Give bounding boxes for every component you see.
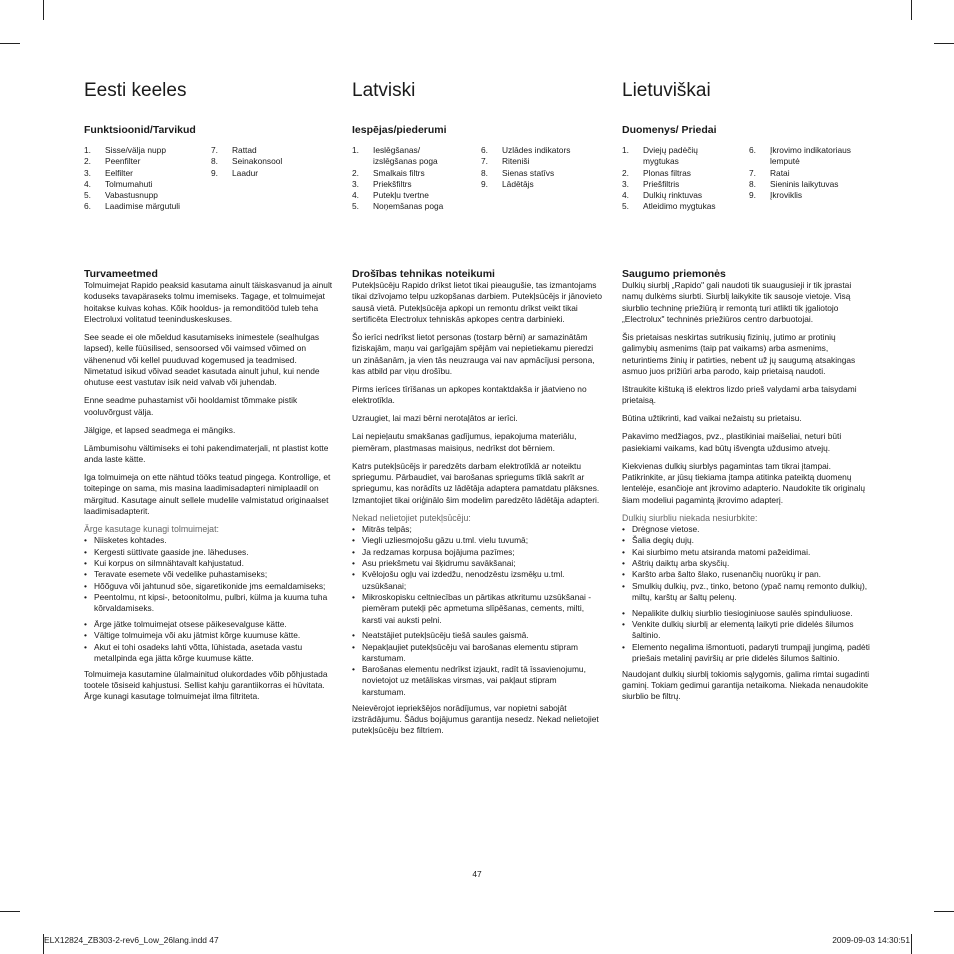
part-number: 3. <box>84 167 91 178</box>
part-label: Smalkais filtrs <box>373 167 425 178</box>
part-item <box>352 201 458 212</box>
part-item <box>749 179 871 190</box>
parts-list-left <box>84 145 204 213</box>
part-number: 1. <box>352 145 359 155</box>
closing-paragraphs <box>352 703 602 737</box>
part-number: 5. <box>352 201 359 212</box>
part-label: Ieslēgšanas/ izslēgšanas poga <box>373 145 438 167</box>
paragraph: Būtina užtikrinti, kad vaikai nežaistų su prietaisu. <box>622 413 802 424</box>
parts-heading: Funktsioonid/Tarvikud <box>84 124 196 136</box>
never-use-list <box>84 535 334 614</box>
bullet-item: • Niisketes kohtades. <box>84 535 334 546</box>
paragraph: Neievērojot iepriekšējos norādījumus, var nopietni sabojāt izstrādājumu. Šādus bojājumus garantija nesedz. Nekad nelietojiet putekļsūcēju bez filtriem. <box>352 702 599 736</box>
part-number: 2. <box>622 167 629 178</box>
part-number: 8. <box>211 156 218 167</box>
part-number: 6. <box>749 145 756 155</box>
part-number: 6. <box>481 145 488 155</box>
closing-paragraphs <box>84 669 334 703</box>
bullet-item: • Viegli uzliesmojošu gāzu u.tml. vielu tuvumā; <box>352 535 602 546</box>
part-item <box>211 156 331 167</box>
never-use-heading: Ärge kasutage kunagi tolmuimejat: <box>84 524 219 535</box>
part-item <box>352 168 458 179</box>
part-label: Priešfiltris <box>643 178 680 189</box>
bullet-item: • Neatstājiet putekļsūcēju tiešā saules gaismā. <box>352 630 602 641</box>
part-item <box>211 145 331 156</box>
section-title: Latviski <box>352 80 416 101</box>
part-item <box>84 201 204 212</box>
parts-list-right <box>211 145 331 179</box>
paragraph: Enne seadme puhastamist või hooldamist tõmmake pistik vooluvõrgust välja. <box>84 395 298 417</box>
crop-mark <box>934 43 954 44</box>
bullet-item: • Kvēlojošu ogļu vai izdedžu, nenodzēstu izsmēķu u.tml. uzsūkšanai; <box>352 569 602 592</box>
safety-section <box>84 268 334 709</box>
section-title: Lietuviškai <box>622 80 711 101</box>
part-label: Įkrovimo indikatoriaus lemputė <box>770 145 851 167</box>
paragraph: Šis prietaisas neskirtas sutrikusių fizinių, jutimo ar protinių galimybių asmenims (taip pat vaikams) arba asmenims, neturintiems žinių ir patirties, nebent už jų saugumą atsakingas asmuo juos prižiūri arba parodo, kaip prietaisą naudoti. <box>622 331 856 376</box>
part-item <box>481 168 601 179</box>
part-number: 2. <box>352 167 359 178</box>
bullet-item: • Mikroskopisku celtniecības un pārtikas atkritumu uzsūkšanai - piemēram putekļi pēc apmetuma slīpēšanas, cements, milti, karsti vai auksti pelni. <box>352 592 602 626</box>
part-label: Įkroviklis <box>770 190 803 201</box>
safety-paragraphs <box>622 280 872 506</box>
safety-heading: Drošības tehnikas noteikumi <box>352 268 495 280</box>
parts-list-right <box>481 145 601 190</box>
parts-list-left <box>622 145 734 213</box>
never-use-heading: Nekad nelietojiet putekļsūcēju: <box>352 512 471 523</box>
bullet-item: • Aštrių daiktų arba skysčių. <box>622 558 872 569</box>
parts-list-right <box>749 145 871 201</box>
parts-list-left <box>352 145 458 213</box>
part-number: 8. <box>749 178 756 189</box>
part-item <box>749 145 871 168</box>
footer-timestamp: 2009-09-03 14:30:51 <box>832 935 910 945</box>
part-label: Laadimise märgutuli <box>105 201 180 212</box>
part-item <box>749 168 871 179</box>
paragraph: Pirms ierīces tīrīšanas un apkopes kontaktdakša ir jāatvieno no elektrotīkla. <box>352 383 587 406</box>
safety-paragraphs <box>352 280 602 506</box>
bullet-item: • Ärge jätke tolmuimejat otsese päikesevalguse kätte. <box>84 619 334 630</box>
part-label: Peenfilter <box>105 156 141 167</box>
bullet-item: • Smulkių dulkių, pvz., tinko, betono (ypač namų remonto dulkių), miltų, karštų ar šaltų pelenų. <box>622 581 872 604</box>
part-number: 3. <box>352 178 359 189</box>
bullet-item: • Nepakļaujiet putekļsūcēju vai barošanas elementu stipram karstumam. <box>352 642 602 665</box>
bullet-item: • Karšto arba šalto šlako, rusenančių nuorūkų ir pan. <box>622 569 872 580</box>
part-label: Riteniši <box>502 156 530 167</box>
bullet-item: • Elemento negalima išmontuoti, padaryti trumpąjį jungimą, padėti priešais metalinį paviršių ar prie didelės šilumos šaltinio. <box>622 642 872 665</box>
part-item <box>481 145 601 156</box>
part-item <box>84 156 204 167</box>
bullet-item: • Kai siurbimo metu atsiranda matomi pažeidimai. <box>622 547 872 558</box>
part-label: Ratai <box>770 167 790 178</box>
bullet-item: • Asu priekšmetu vai šķidrumu savākšanai; <box>352 558 602 569</box>
part-number: 7. <box>211 145 218 155</box>
part-item <box>622 145 734 168</box>
paragraph: Iga tolmuimeja on ette nähtud tööks teatud pingega. Kontrollige, et toitepinge on sama, mis masina laadimisadapteri nimiplaadil on märgitud. Kasutage ainult sellele mudelile valmistatud originaalset laadimisadapterit. <box>84 472 331 517</box>
paragraph: Lai nepieļautu smakšanas gadījumus, iepakojuma materiālu, piemēram, plastmasas maisiņus, nedrīkst dot bērniem. <box>352 431 577 453</box>
part-label: Dviejų padėčių mygtukas <box>643 145 698 167</box>
part-number: 7. <box>749 167 756 178</box>
footer-file: ELX12824_ZB303-2-rev6_Low_26lang.indd 47 <box>44 935 219 945</box>
part-item <box>84 179 204 190</box>
part-number: 4. <box>84 178 91 189</box>
paragraph: Ištraukite kištuką iš elektros lizdo prieš valydami arba taisydami prietaisą. <box>622 383 857 406</box>
bullet-item: • Ja redzamas korpusa bojājuma pazīmes; <box>352 547 602 558</box>
bullet-item: • Hõõguva või jahtunud söe, sigaretikonide jms eemaldamiseks; <box>84 581 334 592</box>
part-label: Putekļu tvertne <box>373 190 429 201</box>
part-item <box>622 201 734 212</box>
battery-warning-list <box>352 630 602 698</box>
bullet-item: • Venkite dulkių siurblį ar elementą laikyti prie didelės šilumos šaltinio. <box>622 619 872 642</box>
bullet-item: • Mitrās telpās; <box>352 524 602 535</box>
part-number: 9. <box>211 167 218 178</box>
part-number: 8. <box>481 167 488 178</box>
part-label: Vabastusnupp <box>105 190 158 201</box>
safety-heading: Saugumo priemonės <box>622 268 726 280</box>
bullet-item: • Peentolmu, nt kipsi-, betoonitolmu, pulbri, külma ja kuuma tuha kõrvaldamiseks. <box>84 592 334 615</box>
part-label: Priekšfiltrs <box>373 178 412 189</box>
battery-warning-list <box>622 608 872 664</box>
part-item <box>481 156 601 167</box>
bullet-item: • Šalia degių dujų. <box>622 535 872 546</box>
part-label: Sieninis laikytuvas <box>770 178 839 189</box>
paragraph: Tolmuimejat Rapido peaksid kasutama ainult täiskasvanud ja ainult koduseks tavapäraseks tolmu imemiseks. Tagage, et tolmuimejat hoitakse kuivas kohas. Kõik hooldus- ja remonditööd tuleb teha Electroluxi volitatud teeninduskeskuses. <box>84 280 333 324</box>
paragraph: Putekļsūcēju Rapido drīkst lietot tikai pieaugušie, tas izmantojams tikai dzīvojamo telpu uzkopšanas darbiem. Putekļsūcējs ir jānovieto sausā vietā. Putekļsūcēja apkopi un remontu drīkst veikt tikai sertificēta Electrolux tehniskās apkopes centra darbinieki. <box>352 280 602 324</box>
bullet-item: • Kergesti süttivate gaaside jne. läheduses. <box>84 547 334 558</box>
bullet-item: • Drėgnose vietose. <box>622 524 872 535</box>
part-item <box>84 168 204 179</box>
safety-heading: Turvameetmed <box>84 268 158 280</box>
part-label: Dulkių rinktuvas <box>643 190 703 201</box>
part-number: 5. <box>622 201 629 212</box>
never-use-heading: Dulkių siurbliu niekada nesiurbkite: <box>622 512 758 523</box>
part-label: Noņemšanas poga <box>373 201 444 212</box>
safety-section <box>622 268 872 709</box>
closing-paragraphs <box>622 669 872 703</box>
crop-mark <box>0 43 20 44</box>
part-item <box>352 179 458 190</box>
part-number: 2. <box>84 156 91 167</box>
paragraph: Kiekvienas dulkių siurblys pagamintas tam tikrai įtampai. Patikrinkite, ar jūsų tiekiama įtampa atitinka pateiktą duomenų lentelėje, esančioje ant įkrovimo adapterio. Naudokite tik originalų šiam modeliui pagamintą įkrovimo adapterį. <box>622 460 866 505</box>
paragraph: See seade ei ole mõeldud kasutamiseks inimestele (sealhulgas lapsed), kelle füüsilised, sensoorsed või vaimsed võimed on vähenenud või kellel puuduvad kogemused ja teadmised. Nimetatud isikud võivad seadet kasutada ainult juhul, kui nende ohutuse eest vastutav isik neid valvab või juhendab. <box>84 331 320 388</box>
part-item <box>84 145 204 156</box>
part-item <box>749 190 871 201</box>
part-item <box>622 168 734 179</box>
paragraph: Šo ierīci nedrīkst lietot personas (tostarp bērni) ar samazinātām fiziskajām, maņu vai garīgajām spējām vai nepietiekamu pieredzi un zināšanām, ja vien tās neuzrauga vai nav apmācījusi persona, kas atbild par viņu drošību. <box>352 331 595 376</box>
crop-mark <box>0 911 20 912</box>
paragraph: Uzraugiet, lai mazi bērni nerotaļātos ar ierīci. <box>352 413 518 424</box>
paragraph: Jälgige, et lapsed seadmega ei mängiks. <box>84 424 236 435</box>
battery-warning-list <box>84 619 334 664</box>
part-number: 7. <box>481 156 488 167</box>
parts-heading: Iespējas/piederumi <box>352 124 447 136</box>
part-label: Tolmumahuti <box>105 178 153 189</box>
crop-mark <box>911 934 912 954</box>
part-number: 9. <box>481 178 488 189</box>
part-item <box>84 190 204 201</box>
parts-heading: Duomenys/ Priedai <box>622 124 717 136</box>
part-number: 4. <box>622 190 629 201</box>
page-number: 47 <box>472 869 482 879</box>
part-item <box>622 190 734 201</box>
bullet-item: • Kui korpus on silmnähtavalt kahjustatud. <box>84 558 334 569</box>
part-label: Lādētājs <box>502 178 534 189</box>
safety-paragraphs <box>84 280 334 517</box>
part-label: Uzlādes indikators <box>502 145 571 155</box>
paragraph: Pakavimo medžiagos, pvz., plastikiniai maišeliai, neturi būti pasiekiami vaikams, kad būtų išvengta uždusimo atvejų. <box>622 431 842 453</box>
part-number: 3. <box>622 178 629 189</box>
paragraph: Lämbumisohu vältimiseks ei tohi pakendimaterjali, nt plastist kotte anda laste kätte. <box>84 442 329 465</box>
part-label: Plonas filtras <box>643 167 691 178</box>
bullet-item: • Nepalikite dulkių siurblio tiesioginiuose saulės spinduliuose. <box>622 608 872 619</box>
part-number: 5. <box>84 190 91 201</box>
section-title: Eesti keeles <box>84 80 187 101</box>
bullet-item: • Vältige tolmuimeja või aku jätmist kõrge kuumuse kätte. <box>84 630 334 641</box>
crop-mark <box>911 0 912 20</box>
crop-mark <box>934 911 954 912</box>
part-item <box>352 145 458 168</box>
bullet-item: • Akut ei tohi osadeks lahti võtta, lühistada, asetada vastu metallpinda ega jätta kõrge kuumuse kätte. <box>84 642 334 665</box>
part-label: Laadur <box>232 167 259 178</box>
part-label: Atleidimo mygtukas <box>643 201 716 212</box>
part-label: Sisse/välja nupp <box>105 145 166 155</box>
part-number: 1. <box>622 145 629 155</box>
never-use-list <box>622 524 872 603</box>
part-item <box>622 179 734 190</box>
part-label: Rattad <box>232 145 257 155</box>
bullet-item: • Teravate esemete või vedelike puhastamiseks; <box>84 569 334 580</box>
part-label: Seinakonsool <box>232 156 283 167</box>
paragraph: Tolmuimeja kasutamine ülalmainitud olukordades võib põhjustada tootele tõsiseid kahjustusi. Sellist kahju garantiikorras ei hüvitata. Ärge kunagi kasutage tolmuimejat ilma filtriteta. <box>84 668 328 702</box>
part-number: 9. <box>749 190 756 201</box>
safety-section <box>352 268 602 743</box>
crop-mark <box>43 0 44 20</box>
part-number: 1. <box>84 145 91 155</box>
paragraph: Dulkių siurblį „Rapido" gali naudoti tik suaugusieji ir tik įprastai namų dulkėms siurbti. Siurblį laikykite tik sausoje vietoje. Visą siurblio techninę priežiūrą ir remontą turi atlikti tik įgaliotojo „Electrolux" techninės priežiūros centro darbuotojai. <box>622 280 852 324</box>
part-item <box>352 190 458 201</box>
paragraph: Katrs putekļsūcējs ir paredzēts darbam elektrotīklā ar noteiktu spriegumu. Pārbaudiet, vai barošanas spriegums tīklā sakrīt ar spriegumu, kas norādīts uz lādētāja adaptera pamatdatu plāksnes. Izmantojiet tikai oriģinālo šim modelim paredzēto lādētāja adapteri. <box>352 460 600 505</box>
part-number: 4. <box>352 190 359 201</box>
part-item <box>481 179 601 190</box>
paragraph: Naudojant dulkių siurblį tokiomis sąlygomis, galima rimtai sugadinti gaminį. Tokiam gedimui garantija netaikoma. Niekada nenaudokite siurblio be filtrų. <box>622 668 870 702</box>
bullet-item: • Barošanas elementu nedrīkst izjaukt, radīt tā īssavienojumu, novietojot uz metāliskas virsmas, vai pakļaut stipram karstumam. <box>352 664 602 698</box>
never-use-list <box>352 524 602 626</box>
part-number: 6. <box>84 201 91 212</box>
part-label: Eelfilter <box>105 167 133 178</box>
part-item <box>211 168 331 179</box>
part-label: Sienas statīvs <box>502 167 555 178</box>
